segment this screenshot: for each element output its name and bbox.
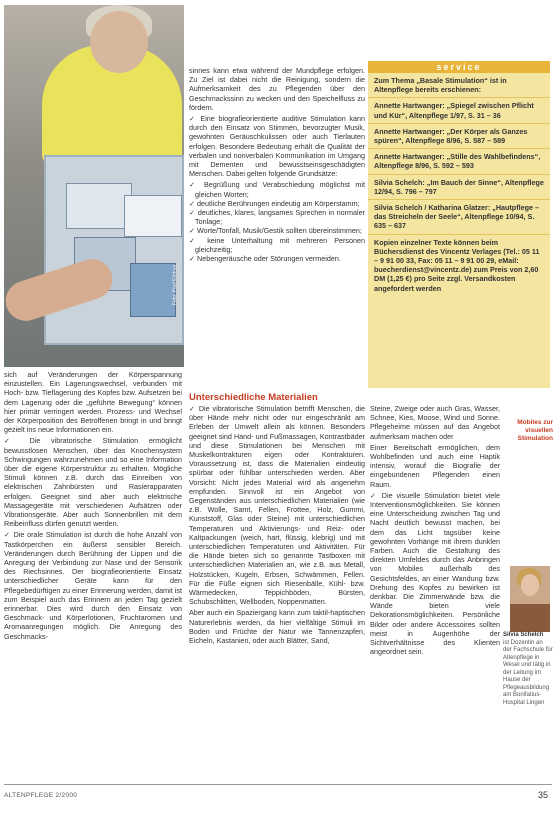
footer-divider xyxy=(4,784,552,785)
service-box xyxy=(368,61,550,388)
photo-head xyxy=(90,11,148,73)
column-1-text xyxy=(4,370,182,643)
bullet-item: ✓ Nebengeräusche oder Störungen vermeiden. xyxy=(189,254,341,264)
service-entry: Zum Thema „Basale Stimulation“ ist in Altenpflege bereits erschienen: xyxy=(368,73,550,98)
paragraph: ✓ Eine biografieorientierte auditive Stimulation kann durch den Einsatz von Stimmen, bevorzugter Musik, gewohnten Geräuschkulissen oder auch Tierlauten erfolgen. Besondere Bedeutung erhält die Qualität der verbalen und nonverbalen Kommunikation im Umgang mit Dementen und bewusstseinsgeschädigten Menschen. Dabei gelten folgende Grundsätze: xyxy=(189,114,365,179)
service-title: service xyxy=(368,61,550,73)
paragraph: ✓ Die vibratorische Stimulation betrifft Menschen, die über Hände mehr nicht oder nur eingeschränkt am Erleben der Umwelt allein als können. Besonders geeignet sind Hand- und Fußmassagen, Kontrastbäder und diese Stimulationen bei Menschen mit Muskelkontrakturen eigen oder Kontrakturen. Voraussetzung ist, dass die Materialien eindeutig spürbar oder fühlbar unterschieden werden. Aber Vorsicht: Nicht jedes Material wird als angenehm empfunden. Sinnvoll ist ein Angebot von Gegenständen aus unterschiedlichen Materialien (wie z.B. Wolle, Samt, Fellen, Frottee, Holz, Gummi, Kunststoff, Glas oder Steine) mit unterschiedlichen Temperaturen und Aktivierungs- und Reiz- oder Kaltpackungen (weich, hart, flüssig, klebrig) und mit unterschiedlichen Temperaturen und Aktivitäten. Für die Hände bieten sich so genannte Tastboxen mit unterschiedlichen Materialien an, wie z.B. aus Metall, Holzstücken, Kugeln, Erbsen, Schwämmen, Fellen. Für die Füße eignen sich Riesenbälle, Kühl- bzw. Wärmedecken, Teppichböden, Bürsten, Schubschlitten, Wellboden, Noppenmatten. xyxy=(189,404,365,607)
author-caption xyxy=(503,632,553,707)
portrait-body xyxy=(510,604,550,632)
service-entry: Annette Hartwanger: „Stille des Wahlbefindens“, Altenpflege 8/96, S. 592 – 593 xyxy=(368,149,550,174)
bullet-item: ✓ Begrüßung und Verabschiedung möglichst mit gleichen Worten; xyxy=(189,180,365,199)
footer-publication: ALTENPFLEGE 2/2000 xyxy=(4,792,78,799)
service-entry: Silvia Schelch: „Im Bauch der Sinne“, Altenpflege 12/94, S. 796 – 797 xyxy=(368,175,550,200)
paragraph: sich auf Veränderungen der Körperspannung einzustellen. Ein Lagerungswechsel, verbunden mit Hoch- bzw. Tieflagerung des Kopfes bzw. Aufsetzen bei dem Lagerung oder die „geführte Bewegung“ können hier primär verringert werden. Prozess- und Wechsel der Körperposition des Betroffenen bringt in und bringt gezielt ins neue Informationen ein. xyxy=(4,370,182,435)
bullet-item: ✓ Worte/Tonfall, Musik/Gestik sollten übereinstimmen; xyxy=(189,226,362,236)
author-portrait xyxy=(510,566,550,632)
photo-card xyxy=(130,263,176,317)
photo-card xyxy=(124,195,182,237)
portrait-face xyxy=(521,574,539,596)
paragraph: ✓ Die visuelle Stimulation bietet viele Interventionsmöglichkeiten. Sie können eine Unterscheidung zwischen Tag und Nacht deutlich bewusst machen, bei dem das Licht tagsüber keine gewohnten Vorhänge mit ihrem dunklen Farben. Auch die Gestaltung des direkten Umfeldes durch das Anbringen von Mobiles außerhalb des Gesichtsfeldes, an einer Wandung bzw. Drehung des Kopfes zu bewirken ist denkbar. Die Zimmerwände bzw. die Wände bieten viele Dekorationsmöglichkeiten. Persönliche Bilder oder andere Accessoires sollten meist in Augenhöhe der Sichtverhältnisse des Klienten angeordnet sein. xyxy=(370,490,500,657)
service-entry: Kopien einzelner Texte können beim Büchersdienst des Vincentz Verlages (Tel.: 05 11 – 9 91 00 33, Fax: 05 11 – 9 91 00 29, eMail: buecherdienst@vincentz.de) zum Preis von 2,60 DM (1,25 €) pro Seite zzgl. Versandkosten angefordert werden xyxy=(374,237,540,293)
bullet-item: ✓ deutliches, klares, langsames Sprechen in normaler Tonlage; xyxy=(189,208,365,227)
paragraph: ✓ Die orale Stimulation ist durch die hohe Anzahl von Tastkörperchen ein äußerst sensibler Bereich. Veränderungen durch Berührung der Lippen und die Anregung der Verbindung zur Nase und der Sensorik des Riechsinnes. Der biografieorientierte Einsatz unterschiedlicher Geräte kann für den Pflegebedürftigen zu einer Erinnerung werden, damit ist zum Beispiel auch das Erinnern an jeden Tag gezielt erinnerbar. Dies wird durch den Einsatz von Geschmack- und Körperlotionen, Fruchtaromen und Aromaanregungen möglich. Die Anregung des Geschmacks- xyxy=(4,530,182,641)
article-photo xyxy=(4,5,184,367)
author-bio: ist Dozentin an der Fachschule für Altenpflege in Wesel und tätig in der Leitung im Hause der Pflegeausbildung am Bonifatius-Hospital Lingen xyxy=(503,639,553,706)
author-name: Silvia Schelch xyxy=(503,632,544,638)
paragraph: Aber auch ein Spaziergang kann zum taktil-haptischen Naturerlebnis werden, da hier vielfältige Stimuli im Boden und Früchte der Natur wie Tannenzapfen, Eicheln, Kastanien, oder auch Blätter, Sand, xyxy=(189,608,365,646)
column-3-text xyxy=(370,404,500,658)
paragraph: Einer Bereitschaft ermöglichen, dem Wohlbefinden und auch eine Haptik intensiv, worauf die Biografie der eingebundenen Pflegenden einen Raum. xyxy=(370,442,500,489)
paragraph: Steine, Zweige oder auch Gras, Wasser, Schnee, Kies, Moose, Wind und Sonne. Pflegeheime müssen auf das Angebot aufmerksam machen oder xyxy=(370,404,500,441)
page-number: 35 xyxy=(537,790,548,800)
column-2-text xyxy=(189,66,365,263)
service-entry: Annette Hartwanger: „Der Körper als Ganzes spüren“, Altenpflege 8/96, S. 587 – 589 xyxy=(368,124,550,149)
photo-credit: Foto: Paul Ebdrup xyxy=(172,264,178,305)
service-entry: Annette Hartwanger: „Spiegel zwischen Pflicht und Kür“, Altenpflege 1/97, S. 31 – 36 xyxy=(368,98,550,123)
column-2-lower-text xyxy=(189,404,365,647)
service-entry: Silvia Schelch / Katharina Glatzer: „Hautpflege – das Streicheln der Seele“, Altenpflege 10/94, S. 635 – 637 xyxy=(368,200,550,235)
bullet-item: ✓ deutliche Berührungen eindeutig am Körperstamm; xyxy=(189,198,360,208)
paragraph: ✓ Die vibratorische Stimulation ermöglicht bewusstlosen Menschen, über das Knochensystem Schwingungen wahrzunehmen und so eine Information über die eigene Körperstruktur zu erhalten. Mögliche Stimuli können z.B. durch das Einreiben von elektrischen Zahnbürsten und Rasierapparaten erfolgen. Geeignet sind aber auch elektrische Massagegeräte mit verschiedenen Aufsätzen oder Vibrationsgeräte. Aber auch Sonnenbrillen mit dem Reibeinfluss dürfen genutzt werden. xyxy=(4,436,182,529)
margin-heading: Mobiles zur visuellen Stimulation xyxy=(517,419,553,442)
bullet-item: ✓ keine Unterhaltung mit mehreren Personen gleichzeitig; xyxy=(189,235,365,254)
paragraph: sinnes kann etwa während der Mundpflege erfolgen. Zu Ziel ist dabei nicht die Reinigung, sondern die Aufmerksamkeit des zu Pflegenden über den Geschmackssinn zu wecken und den Speichelfluss zu fördern. xyxy=(189,66,365,112)
section-heading: Unterschiedliche Materialien xyxy=(189,392,318,403)
photo-card xyxy=(66,183,132,229)
